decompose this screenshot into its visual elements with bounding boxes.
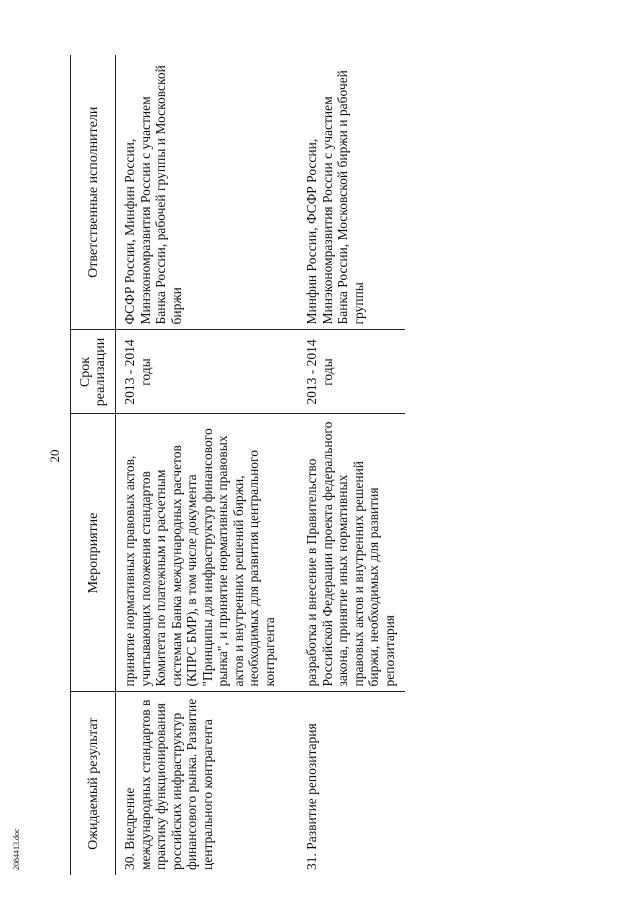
cell-term: 2013 - 2014 годы xyxy=(298,330,405,414)
header-executors: Ответственные исполнители xyxy=(71,55,116,330)
table-row xyxy=(116,55,299,875)
page-number: 20 xyxy=(47,449,62,463)
cell-action: принятие нормативных правовых актов, учитывающих положения стандартов Комитета по платежным и расчетным системам Банка международных расчетов (КПРС БМР), в том числе документа "Принципы для инфраструктур финансового рынка", и принятие нормативных правовых актов и внутренних решений биржи, необходимых для развития центрального контрагента xyxy=(116,414,299,692)
cell-action: разработка и внесение в Правительство Российской Федерации проекта федерального закона, принятие иных нормативных правовых актов и внутренних решений биржи, необходимых для развития репозитария xyxy=(298,414,405,692)
table-row xyxy=(298,55,405,875)
cell-executors: ФСФР России, Минфин России, Минэкономразвития России с участием Банка России, рабочей группы и Московской биржи xyxy=(116,55,299,330)
cell-result: 31. Развитие репозитария xyxy=(304,723,319,870)
cell-result: 30. Внедрение международных стандартов в практику функционирования российских инфраструктур финансового рынка. Развитие центрального контрагента xyxy=(122,698,215,870)
rotated-table-container xyxy=(70,55,470,875)
header-expected-result: Ожидаемый результат xyxy=(71,692,116,875)
header-term: Срок реализации xyxy=(71,330,116,414)
cell-executors: Минфин России, ФСФР России, Минэкономразвития России с участием Банка России, Московской биржи и рабочей группы xyxy=(298,55,405,330)
measures-table xyxy=(70,55,405,875)
cell-term: 2013 - 2014 годы xyxy=(116,330,299,414)
header-measure: Мероприятие xyxy=(71,414,116,692)
footer-filename: 2084413.doc xyxy=(12,828,21,870)
table-header-row xyxy=(71,55,116,875)
